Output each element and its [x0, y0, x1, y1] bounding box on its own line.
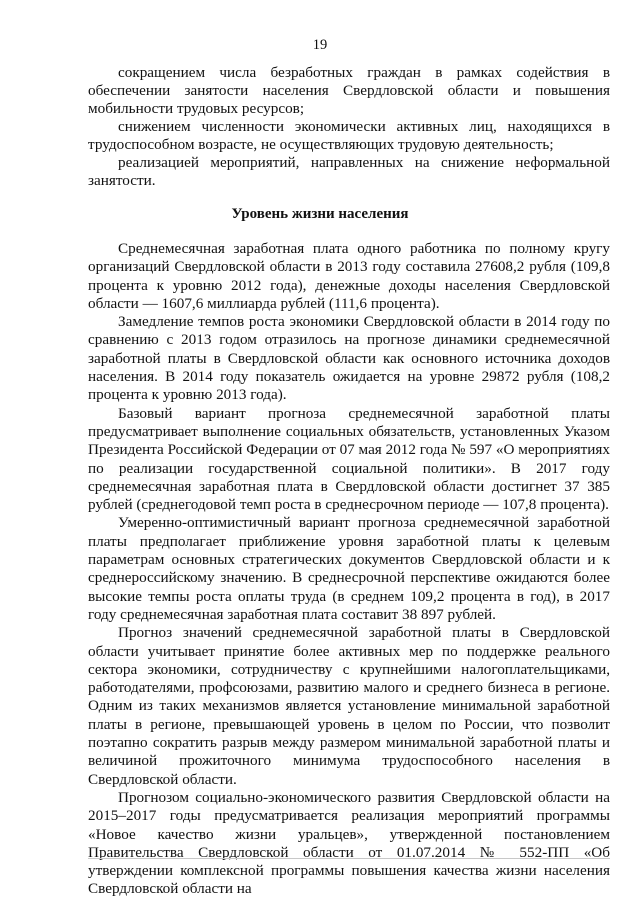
intro-text-block [88, 64, 610, 190]
paragraph: Среднемесячная заработная плата одного работника по полному кругу организаций Свердловской области в 2013 году составила 27608,2 рубля (109,8 процента к уровню 2012 года), денежные доходы населения Свердловской области — 1607,6 миллиарда рублей (111,6 процента). [88, 240, 610, 312]
paragraph: Прогнозом социально-экономического развития Свердловской области на 2015–2017 годы предусматривается реализация мероприятий программы «Новое качество жизни уральцев», утвержденной постановлением Правительства Свердловской области от 01.07.2014 № 552-ПП «Об утверждении комплексной программы повышения качества жизни населения Свердловской области на [88, 788, 610, 898]
paragraph: реализацией мероприятий, направленных на снижение неформальной занятости. [88, 154, 610, 189]
paragraph: Базовый вариант прогноза среднемесячной заработной платы предусматривает выполнение социальных обязательств, установленных Указом Президента Российской Федерации от 07 мая 2012 года № 597 «О мероприятиях по реализации государственной социальной политики». В 2017 году среднемесячная заработная плата в Свердловской области достигнет 37 385 рублей (среднегодовой темп роста в среднесрочном периоде — 107,8 процента). [88, 404, 610, 514]
page-number: 19 [312, 37, 328, 53]
paragraph: снижением численности экономически активных лиц, находящихся в трудоспособном возрасте, не осуществляющих трудовую деятельность; [88, 118, 610, 153]
paragraph: Замедление темпов роста экономики Свердловской области в 2014 году по сравнению с 2013 годом отразилось на прогнозе динамики среднемесячной заработной платы в Свердловской области как основного источника доходов населения. В 2014 году показатель ожидается на уровне 29872 рубля (108,2 процента к уровню 2013 года). [88, 313, 610, 404]
body-text-block [88, 240, 610, 899]
paragraph: сокращением числа безработных граждан в рамках содействия в обеспечении занятости населения Свердловской области и повышения мобильности трудовых ресурсов; [88, 64, 610, 117]
paragraph: Прогноз значений среднемесячной заработной платы в Свердловской области учитывает принятие более активных мер по поддержке реального сектора экономики, сотрудничеству с крупнейшими налогоплательщиками, работодателями, профсоюзами, развитию малого и среднего бизнеса в регионе. Одним из таких механизмов является установление минимальной заработной платы в регионе, превышающей уровень в целом по России, что позволит поэтапно сократить разрыв между размером минимальной заработной платы и величиной прожиточного минимума трудоспособного населения в Свердловской области. [88, 624, 610, 788]
section-title: Уровень жизни населения [231, 206, 409, 222]
page-bottom-divider [88, 858, 610, 859]
paragraph: Умеренно-оптимистичный вариант прогноза среднемесячной заработной платы предполагает приближение уровня заработной платы к целевым параметрам основных стратегических документов Свердловской области и к среднероссийскому значению. В среднесрочной перспективе ожидаются более высокие темпы роста оплаты труда (в среднем 109,2 процента в год), в 2017 году среднемесячная заработная плата составит 38 897 рублей. [88, 514, 610, 623]
